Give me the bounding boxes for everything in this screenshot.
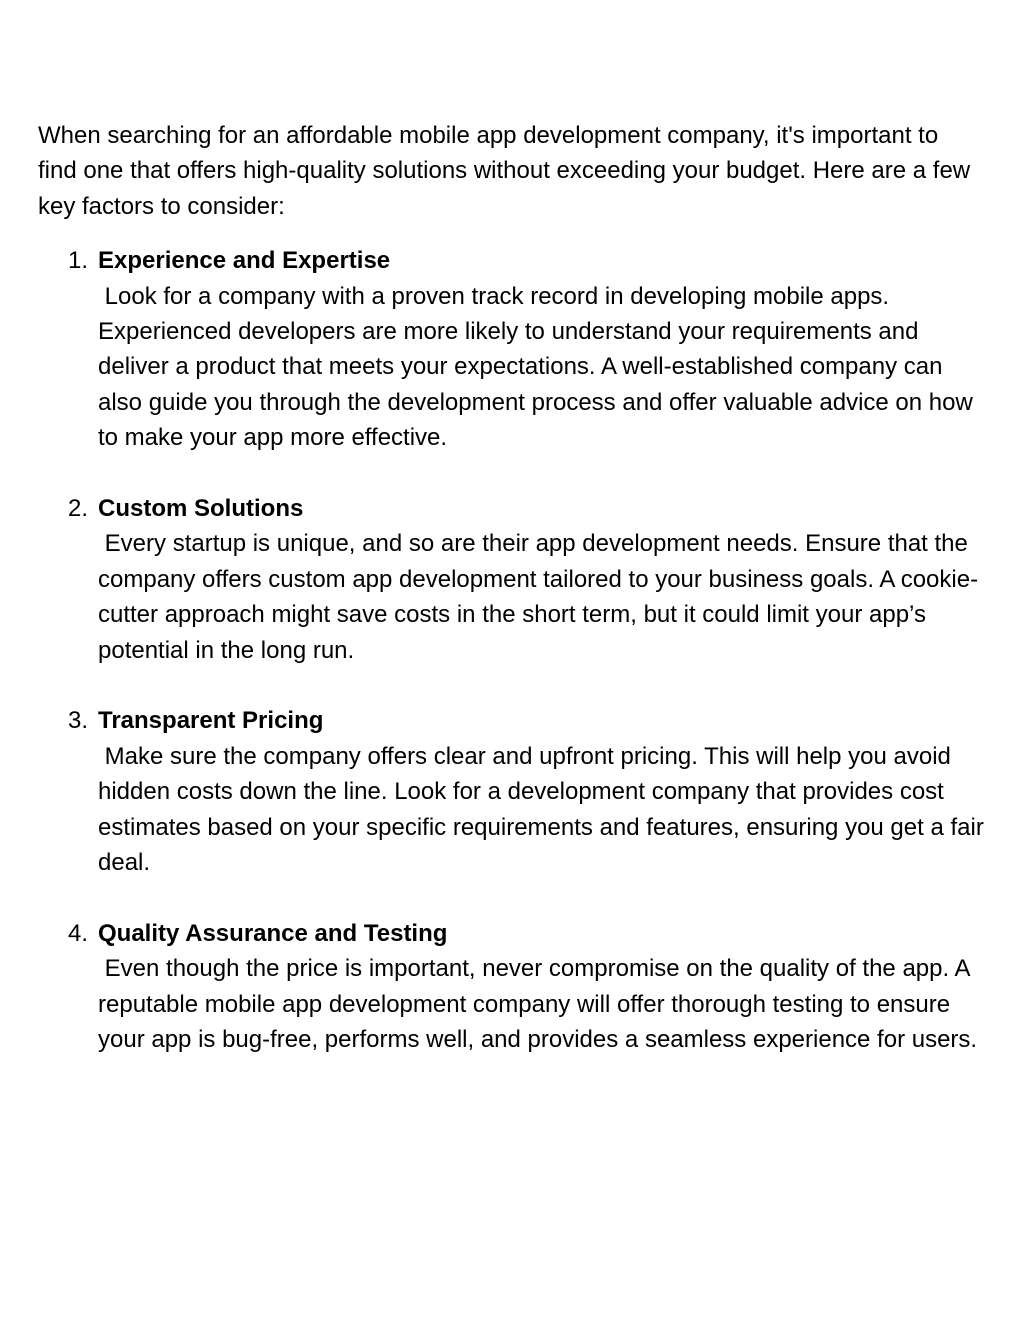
list-item (38, 703, 991, 880)
item-heading: Custom Solutions (98, 495, 304, 523)
item-description: Make sure the company offers clear and upfront pricing. This will help you avoid hidden costs down the line. Look for a development company that provides cost estimates based on your specific requirements and features, ensuring you get a fair deal. (98, 742, 991, 877)
document-page (38, 118, 991, 1093)
item-number: 3. (68, 707, 89, 735)
item-heading: Experience and Expertise (98, 247, 391, 275)
item-description: Every startup is unique, and so are their app development needs. Ensure that the company offers custom app development tailored to your business goals. A cookie-cutter approach might save costs in the short term, but it could limit your app’s potential in the long run. (98, 530, 979, 664)
item-number: 2. (68, 495, 89, 523)
item-number: 1. (68, 247, 89, 275)
intro-paragraph: When searching for an affordable mobile app development company, it's important to find one that offers high-quality solutions without exceeding your budget. Here are a few key factors to consider: (38, 122, 971, 220)
item-description: Look for a company with a proven track record in developing mobile apps. Experienced developers are more likely to understand your requirements and deliver a product that meets your expectations. A well-established company can also guide you through the development process and offer valuable advice on how to make your app more effective. (98, 282, 980, 452)
factor-list (38, 243, 991, 1057)
item-description: Even though the price is important, never compromise on the quality of the app. A reputable mobile app development company will offer thorough testing to ensure your app is bug-free, performs well, and provides a seamless experience for users. (98, 955, 978, 1054)
item-heading: Transparent Pricing (98, 707, 324, 735)
list-item (38, 916, 988, 1058)
list-item (38, 491, 988, 668)
list-item (38, 243, 988, 455)
item-heading: Quality Assurance and Testing (98, 919, 448, 947)
item-number: 4. (68, 919, 89, 947)
